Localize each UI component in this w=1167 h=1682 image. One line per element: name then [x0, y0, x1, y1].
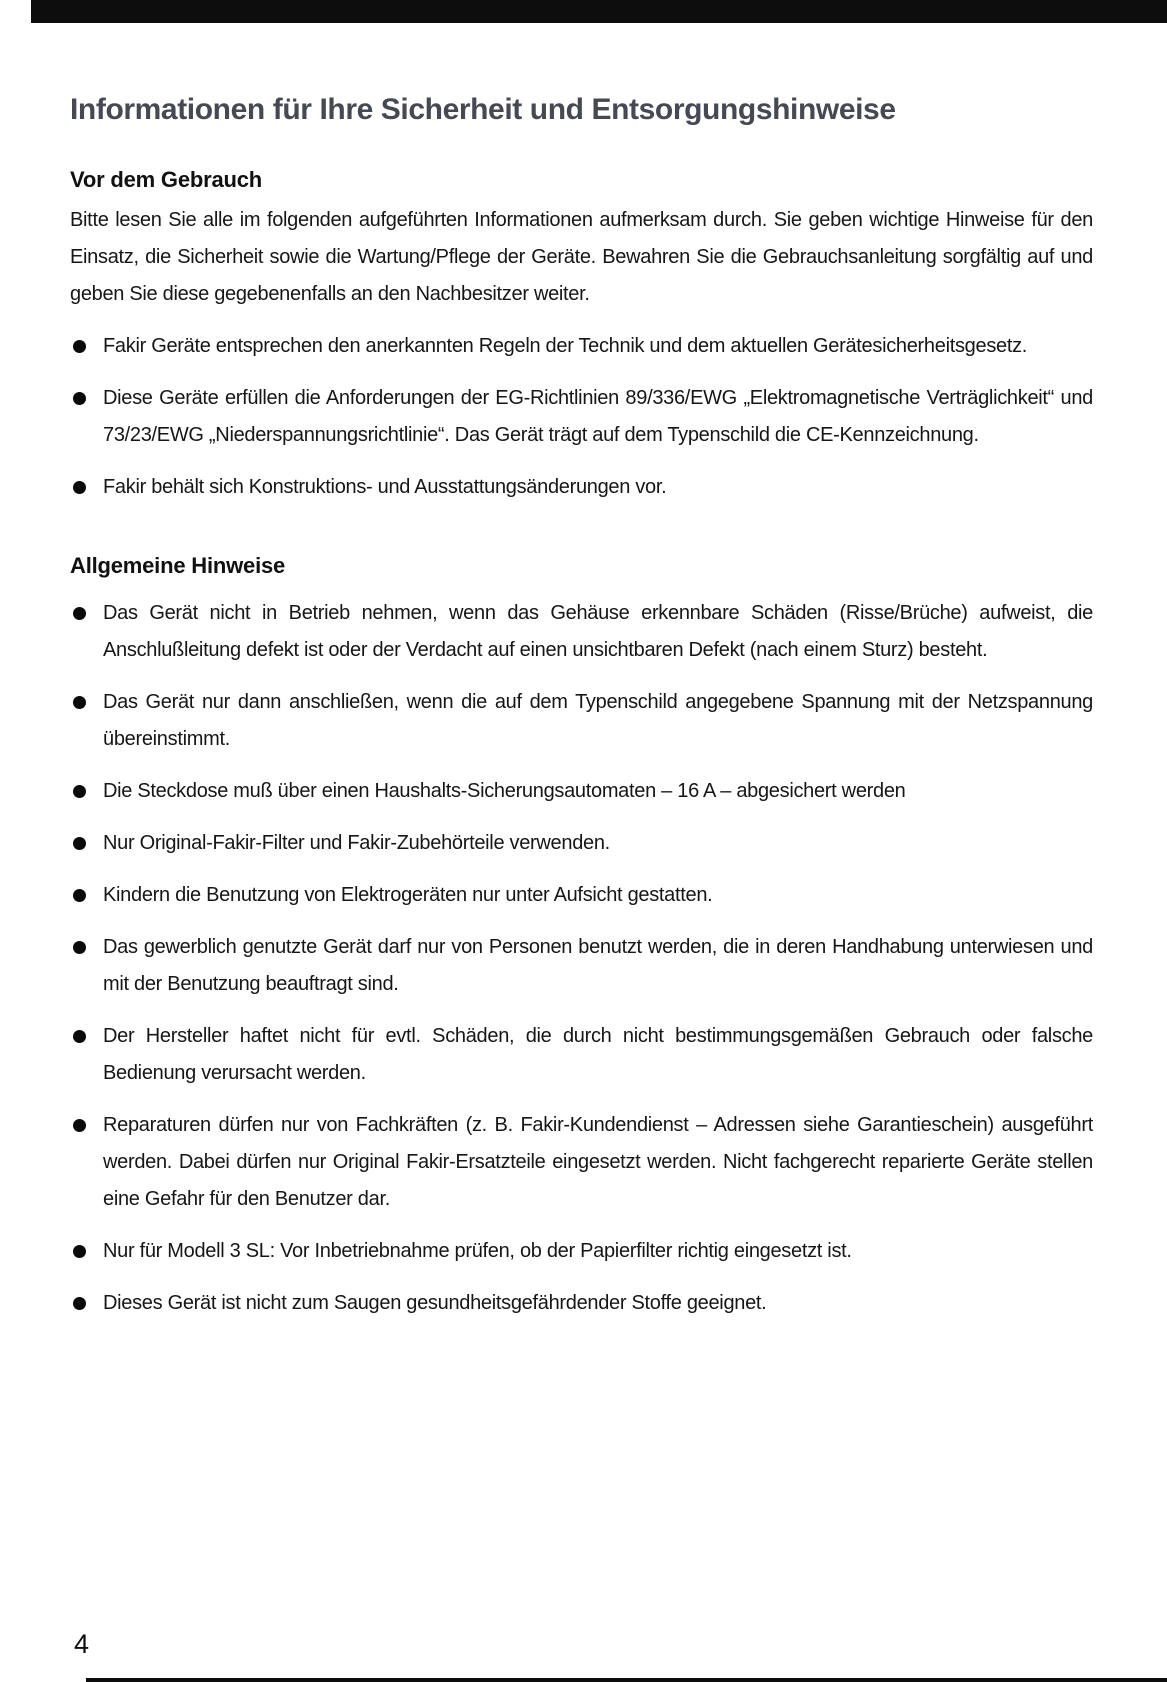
- bullet-text: Kindern die Benutzung von Elektrogeräten nur unter Aufsicht gestatten.: [103, 884, 713, 906]
- bullet-text: Diese Geräte erfüllen die Anforderungen der EG-Richtlinien 89/336/EWG „Elektromagnetische Verträglichkeit“ und 73/23/EWG „Niederspannungsrichtlinie“. Das Gerät trägt auf dem Typenschild die CE-Kennzeichnung.: [103, 387, 1093, 446]
- bullet-dot-icon: [73, 340, 86, 353]
- bullet-text: Das Gerät nur dann anschließen, wenn die auf dem Typenschild angegebene Spannung mit der Netzspannung übereinstimmt.: [103, 691, 1093, 750]
- list-item: [70, 1233, 1093, 1270]
- bullet-list-allgemeine-hinweise: [70, 595, 1093, 1322]
- bullet-dot-icon: [73, 785, 86, 798]
- bullet-text: Nur Original-Fakir-Filter und Fakir-Zubehörteile verwenden.: [103, 832, 610, 854]
- bullet-text: Fakir Geräte entsprechen den anerkannten Regeln der Technik und dem aktuellen Gerätesicherheitsgesetz.: [103, 335, 1028, 357]
- bullet-text: Reparaturen dürfen nur von Fachkräften (z. B. Fakir-Kundendienst – Adressen siehe Garantieschein) ausgeführt werden. Dabei dürfen nur Original Fakir-Ersatzteile eingesetzt werden. Nicht fachgerecht reparierte Geräte stellen eine Gefahr für den Benutzer dar.: [103, 1114, 1093, 1210]
- list-item: [70, 825, 1093, 862]
- bullet-dot-icon: [73, 1119, 86, 1132]
- list-item: [70, 1107, 1093, 1218]
- bullet-list-vor-dem-gebrauch: [70, 328, 1093, 506]
- list-item: [70, 929, 1093, 1003]
- bullet-dot-icon: [73, 837, 86, 850]
- list-item: [70, 1285, 1093, 1322]
- list-item: [70, 328, 1093, 365]
- section-vor-dem-gebrauch: [70, 166, 1093, 506]
- bullet-text: Das gewerblich genutzte Gerät darf nur von Personen benutzt werden, die in deren Handhabung unterwiesen und mit der Benutzung beauftragt sind.: [103, 936, 1093, 995]
- bullet-dot-icon: [73, 607, 86, 620]
- bullet-dot-icon: [73, 481, 86, 494]
- bullet-dot-icon: [73, 696, 86, 709]
- scan-artifact-bottom-line: [86, 1678, 1167, 1682]
- intro-paragraph: Bitte lesen Sie alle im folgenden aufgeführten Informationen aufmerksam durch. Sie geben wichtige Hinweise für den Einsatz, die Sicherheit sowie die Wartung/Pflege der Geräte. Bewahren Sie die Gebrauchsanleitung sorgfältig auf und geben Sie diese gegebenenfalls an den Nachbesitzer weiter.: [70, 209, 1093, 305]
- bullet-dot-icon: [73, 941, 86, 954]
- bullet-text: Dieses Gerät ist nicht zum Saugen gesundheitsgefährdender Stoffe geeignet.: [103, 1292, 767, 1314]
- section-allgemeine-hinweise: [70, 552, 1093, 1322]
- page-content: [70, 0, 1093, 1322]
- list-item: [70, 469, 1093, 506]
- bullet-text: Nur für Modell 3 SL: Vor Inbetriebnahme prüfen, ob der Papierfilter richtig eingesetzt ist.: [103, 1240, 852, 1262]
- bullet-dot-icon: [73, 889, 86, 902]
- list-item: [70, 684, 1093, 758]
- bullet-text: Das Gerät nicht in Betrieb nehmen, wenn das Gehäuse erkennbare Schäden (Risse/Brüche) aufweist, die Anschlußleitung defekt ist oder der Verdacht auf einen unsichtbaren Defekt (nach einem Sturz) besteht.: [103, 602, 1093, 661]
- bullet-dot-icon: [73, 1245, 86, 1258]
- bullet-text: Der Hersteller haftet nicht für evtl. Schäden, die durch nicht bestimmungsgemäßen Gebrauch oder falsche Bedienung verursacht werden.: [103, 1025, 1093, 1084]
- section-heading-vor-dem-gebrauch: Vor dem Gebrauch: [70, 167, 262, 192]
- page-number: 4: [74, 1629, 90, 1659]
- bullet-dot-icon: [73, 1030, 86, 1043]
- list-item: [70, 595, 1093, 669]
- page-title: Informationen für Ihre Sicherheit und Entsorgungshinweise: [70, 93, 896, 126]
- list-item: [70, 380, 1093, 454]
- bullet-text: Fakir behält sich Konstruktions- und Ausstattungsänderungen vor.: [103, 476, 667, 498]
- list-item: [70, 877, 1093, 914]
- bullet-dot-icon: [73, 392, 86, 405]
- section-heading-allgemeine-hinweise: Allgemeine Hinweise: [70, 553, 286, 578]
- list-item: [70, 773, 1093, 810]
- bullet-dot-icon: [73, 1297, 86, 1310]
- list-item: [70, 1018, 1093, 1092]
- bullet-text: Die Steckdose muß über einen Haushalts-Sicherungsautomaten – 16 A – abgesichert werden: [103, 780, 906, 802]
